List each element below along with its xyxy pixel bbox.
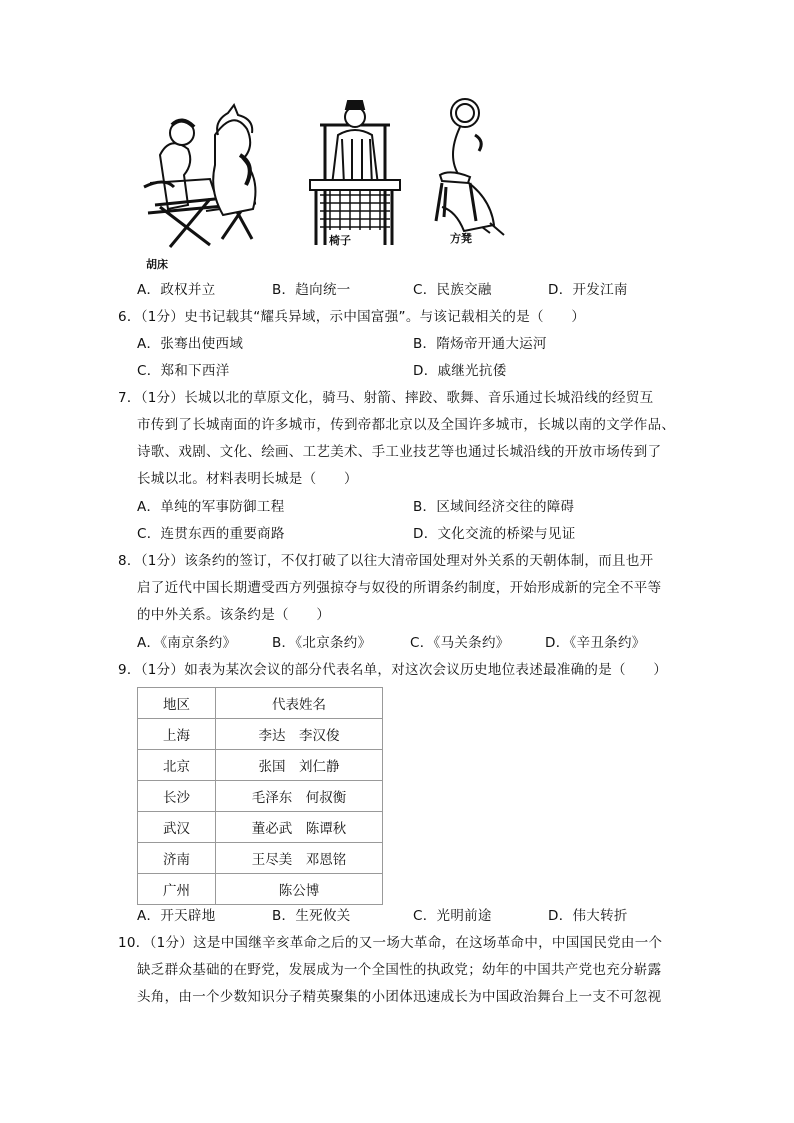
chair-sketch	[310, 101, 400, 245]
q7-line-4: 长城以北。材料表明长城是（ ）	[137, 471, 358, 487]
q8-option-d: D．《辛丑条约》	[545, 635, 646, 651]
q8-line-2: 启了近代中国长期遭受西方列强掠夺与奴役的所谓条约制度，开始形成新的完全不平等	[137, 580, 662, 596]
q9-option-b: B．生死攸关	[272, 908, 351, 924]
stool-sketch	[436, 99, 504, 235]
table-cell-region: 广州	[138, 874, 216, 905]
q9-option-d: D．伟大转折	[548, 908, 628, 924]
table-row	[138, 843, 383, 874]
table-header-row	[138, 688, 383, 719]
q5-option-d: D．开发江南	[548, 282, 628, 298]
table-cell-region: 上海	[138, 719, 216, 750]
q9-stem: 9．（1分）如表为某次会议的部分代表名单，对这次会议历史地位表述最准确的是（ ）	[118, 662, 668, 678]
q8-line-3: 的中外关系。该条约是（ ）	[137, 607, 331, 623]
table-row	[138, 719, 383, 750]
q10-line-3: 头角，由一个少数知识分子精英聚集的小团体迅速成长为中国政治舞台上一支不可忽视	[137, 989, 662, 1005]
q6-option-d: D．戚继光抗倭	[413, 363, 507, 379]
caption-stool: 方凳	[450, 232, 472, 245]
q7-option-d: D．文化交流的桥梁与见证	[413, 526, 576, 542]
q9-option-a: A．开天辟地	[137, 908, 216, 924]
q6-option-a: A．张骞出使西域	[137, 336, 244, 352]
q8-line-1: 8．（1分）该条约的签订，不仅打破了以往大清帝国处理对外关系的天朝体制，而且也开	[118, 553, 654, 569]
table-row	[138, 781, 383, 812]
q7-line-1: 7．（1分）长城以北的草原文化，骑马、射箭、摔跤、歌舞、音乐通过长城沿线的经贸互	[118, 390, 654, 406]
q5-option-c: C．民族交融	[413, 282, 492, 298]
table-header: 代表姓名	[216, 688, 383, 719]
q6-option-b: B．隋炀帝开通大运河	[413, 336, 547, 352]
table-cell-region: 长沙	[138, 781, 216, 812]
q8-option-b: B．《北京条约》	[272, 635, 372, 651]
q9-option-c: C．光明前途	[413, 908, 492, 924]
table-cell-names: 张国 刘仁静	[216, 750, 383, 781]
delegate-table	[137, 687, 383, 905]
q7-option-c: C．连贯东西的重要商路	[137, 526, 285, 542]
table-cell-region: 北京	[138, 750, 216, 781]
q6-stem: 6．（1分）史书记载其“耀兵异域，示中国富强”。与该记载相关的是（ ）	[118, 309, 586, 325]
q10-line-1: 10．（1分）这是中国继辛亥革命之后的又一场大革命，在这场革命中，中国国民党由一个	[118, 935, 663, 951]
q7-option-a: A．单纯的军事防御工程	[137, 499, 285, 515]
table-cell-names: 陈公博	[216, 874, 383, 905]
q6-option-c: C．郑和下西洋	[137, 363, 230, 379]
table-cell-names: 王尽美 邓恩铭	[216, 843, 383, 874]
q7-line-3: 诗歌、戏剧、文化、绘画、工艺美术、手工业技艺等也通过长城沿线的开放市场传到了	[137, 444, 662, 460]
q8-option-c: C．《马关条约》	[410, 635, 510, 651]
table-cell-names: 毛泽东 何叔衡	[216, 781, 383, 812]
caption-hu-chuang: 胡床	[146, 258, 168, 271]
q7-option-b: B．区域间经济交往的障碍	[413, 499, 575, 515]
table-row	[138, 874, 383, 905]
q8-option-a: A．《南京条约》	[137, 635, 237, 651]
q5-option-a: A．政权并立	[137, 282, 216, 298]
table-row	[138, 750, 383, 781]
table-cell-region: 武汉	[138, 812, 216, 843]
table-cell-names: 李达 李汉俊	[216, 719, 383, 750]
table-cell-names: 董必武 陈谭秋	[216, 812, 383, 843]
table-row	[138, 812, 383, 843]
q10-line-2: 缺乏群众基础的在野党，发展成为一个全国性的执政党；幼年的中国共产党也充分崭露	[137, 962, 662, 978]
q7-line-2: 市传到了长城南面的许多城市，传到帝都北京以及全国许多城市，长城以南的文学作品、	[137, 417, 676, 433]
table-cell-region: 济南	[138, 843, 216, 874]
hu-chuang-sketch	[144, 105, 256, 247]
q5-option-b: B．趋向统一	[272, 282, 351, 298]
table-header: 地区	[138, 688, 216, 719]
caption-chair: 椅子	[329, 234, 351, 247]
